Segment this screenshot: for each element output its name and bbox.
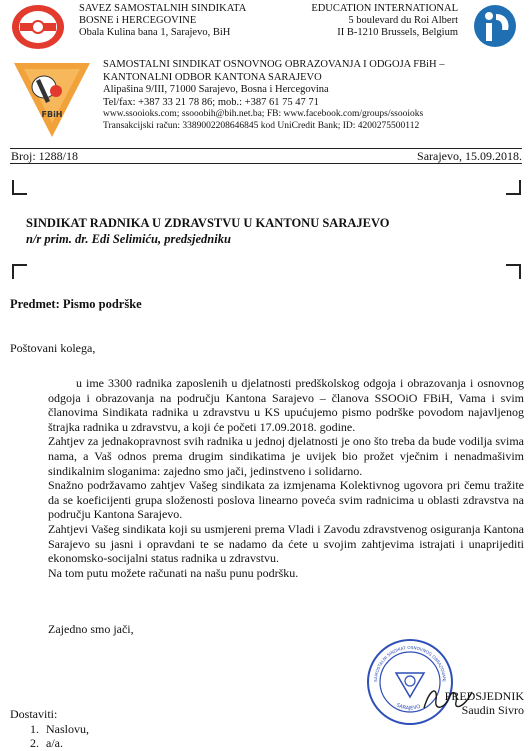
window-corner-br <box>506 264 521 279</box>
subject: Predmet: Pismo podrške <box>10 297 142 311</box>
distribution-item-2-text: a/a. <box>46 736 63 750</box>
right-org-address1: 5 boulevard du Roi Albert <box>348 15 458 26</box>
window-corner-tl <box>12 180 27 195</box>
closing: Zajedno smo jači, <box>48 622 134 636</box>
paragraph-1: u ime 3300 radnika zaposlenih u djelatnosti predškolskog odgoja i obrazovanja i osnovnog odgoja i obrazovanja na području Kantona Sarajevo – članova SSOOiO FBiH, Vama i svim članovima Sindikata radnika u zdravstvu u KS upućujemo pismo podrške povodom najavljenog štrajka radnika u zdravstvu, a koji će početi 17.09.2018. godine. <box>48 376 524 434</box>
paragraph-4: Zahtjevi Vašeg sindikata koji su usmjereni prema Vladi i Zavodu zdravstvenog osiguranja Kantona Sarajevo su jasni i opravdani te se nadamo da ćete u svojim zahtjevima istrajati i unaprijediti ekonomsko-socijalni status radnika u zdravstvu. <box>48 521 524 566</box>
doc-date: Sarajevo, 15.09.2018. <box>417 149 522 163</box>
salutation: Poštovani kolega, <box>10 341 96 355</box>
right-org-address2: II B-1210 Brussels, Belgium <box>337 27 458 38</box>
main-org-address: Alipašina 9/III, 71000 Sarajevo, Bosna i Hercegovina <box>103 84 329 95</box>
main-org-phones: Tel/fax: +387 33 21 78 86; mob.: +387 61 75 47 71 <box>103 96 319 108</box>
window-corner-tr <box>506 180 521 195</box>
signature-title: PREDSJEDNIK <box>444 689 524 703</box>
paragraph-3: Snažno podržavamo zahtjev Vašeg sindikata za izmjenama Kolektivnog ugovora pri čemu tražite da se koeficijenti grupa složenosti poslova linearno poveća svim radnicima u oblasti zdravstva na području Kantona Sarajevo. <box>48 478 524 522</box>
left-org-address: Obala Kulina bana 1, Sarajevo, BiH <box>79 27 231 38</box>
left-org-name: SAVEZ SAMOSTALNIH SINDIKATA <box>79 3 247 14</box>
paragraph-5: Na tom putu možete računati na našu punu podršku. <box>48 565 299 580</box>
main-org-web: www.ssooioks.com; ssooobih@bih.net.ba; FB: www.facebook.com/groups/ssooioks <box>103 109 424 119</box>
paragraph-2: Zahtjev za jednakopravnost svih radnika u jednoj djelatnosti je ono što treba da bude vodilja svima nama, a Vaš odnos prema drugim sindikatima je uvijek bio prožet vječnim i nenadmašivim sindikalnim sloganima: zajedno smo jači, jedinstveno i solidarno. <box>48 434 524 478</box>
header-rule-bottom <box>10 163 522 164</box>
stamp-text-top: SAMOSTALNI SINDIKAT OSNOVNOG OBRAZOVANJ <box>372 644 448 683</box>
letter-body <box>48 376 524 580</box>
logo-text: FBiH <box>41 110 63 119</box>
svg-text:SAMOSTALNI SINDIKAT OSNOVNOG O <box>365 637 447 682</box>
main-org-account: Transakcijski račun: 3389002208646845 kod UniCredit Bank; ID: 4200275500112 <box>103 120 420 131</box>
main-org-line2: KANTONALNI ODBOR KANTONA SARAJEVO <box>103 71 322 83</box>
main-org-line1: SAMOSTALNI SINDIKAT OSNOVNOG OBRAZOVANJA I ODGOJA FBiH – <box>103 59 445 70</box>
distribution-item-1: 1. Naslovu, <box>30 722 89 736</box>
distribution-item-1-text: Naslovu, <box>46 722 89 736</box>
ssooio-logo <box>10 57 94 141</box>
right-org-name: EDUCATION INTERNATIONAL <box>311 3 458 14</box>
sss-bih-logo <box>10 3 66 51</box>
window-corner-bl <box>12 264 27 279</box>
left-org-block <box>79 3 279 39</box>
recipient-name: SINDIKAT RADNIKA U ZDRAVSTVU U KANTONU SARAJEVO <box>26 216 390 230</box>
right-org-block <box>282 3 458 39</box>
main-org-block <box>103 59 523 132</box>
stamp-text-bottom: SARAJEVO <box>395 702 422 712</box>
distribution-item-2: 2. a/a. <box>30 736 63 750</box>
left-org-country: BOSNE i HERCEGOVINE <box>79 15 197 26</box>
distribution-label: Dostaviti: <box>10 707 58 721</box>
signature-name: Saudin Sivro <box>461 703 524 717</box>
doc-number: Broj: 1288/18 <box>11 149 79 163</box>
recipient-attention: n/r prim. dr. Edi Selimiću, predsjedniku <box>26 232 231 246</box>
ei-logo <box>472 2 518 50</box>
